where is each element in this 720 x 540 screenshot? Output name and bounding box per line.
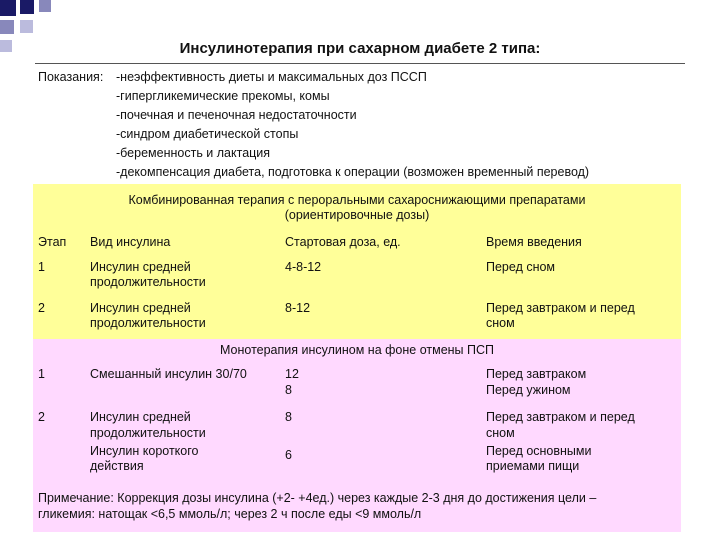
- row-time: сном: [486, 426, 515, 440]
- note-line: Примечание: Коррекция дозы инсулина (+2- +4ед.) через каждые 2-3 дня до достижения цели –: [38, 491, 597, 505]
- row-insulin-type: Инсулин средней: [90, 301, 191, 315]
- row-dose: 8-12: [285, 301, 311, 315]
- row-insulin-type: продолжительности: [90, 275, 206, 289]
- header-stage: Этап: [38, 235, 67, 249]
- row-stage: 2: [38, 410, 45, 424]
- row-insulin-type: Смешанный инсулин 30/70: [90, 367, 247, 381]
- row-insulin-type: продолжительности: [90, 426, 206, 440]
- deco-square: [0, 20, 14, 34]
- row-stage: 1: [38, 260, 45, 274]
- combined-subtitle: (ориентировочные дозы): [284, 208, 430, 222]
- row-insulin-type: Инсулин короткого: [90, 444, 199, 458]
- row-dose: 6: [285, 448, 292, 462]
- deco-square: [20, 20, 33, 33]
- row-time: сном: [486, 316, 515, 330]
- row-time: Перед сном: [486, 260, 556, 274]
- title-divider: [35, 63, 685, 64]
- deco-square: [39, 0, 51, 12]
- row-time: Перед завтраком и перед: [486, 410, 635, 424]
- header-start-dose: Стартовая доза, ед.: [285, 235, 401, 249]
- indication-item: -почечная и печеночная недостаточности: [116, 108, 357, 122]
- row-dose: 4-8-12: [285, 260, 322, 274]
- indication-item: -неэффективность диеты и максимальных доз ПССП: [116, 70, 427, 84]
- row-dose: 8: [285, 383, 292, 397]
- header-time: Время введения: [486, 235, 582, 249]
- indications-label: Показания:: [38, 70, 104, 84]
- row-dose: 8: [285, 410, 292, 424]
- row-time: приемами пищи: [486, 459, 580, 473]
- indication-item: -декомпенсация диабета, подготовка к операции (возможен временный перевод): [116, 165, 590, 179]
- row-stage: 1: [38, 367, 45, 381]
- indication-item: -синдром диабетической стопы: [116, 127, 299, 141]
- row-dose: 12: [285, 367, 299, 381]
- row-time: Перед ужином: [486, 383, 571, 397]
- row-stage: 2: [38, 301, 45, 315]
- row-time: Перед завтраком и перед: [486, 301, 635, 315]
- row-insulin-type: продолжительности: [90, 316, 206, 330]
- row-insulin-type: Инсулин средней: [90, 410, 191, 424]
- note: [38, 490, 678, 522]
- header-insulin-type: Вид инсулина: [90, 235, 171, 249]
- indication-item: -гипергликемические прекомы, комы: [116, 89, 330, 103]
- row-time: Перед завтраком: [486, 367, 587, 381]
- row-insulin-type: Инсулин средней: [90, 260, 191, 274]
- row-insulin-type: действия: [90, 459, 144, 473]
- row-time: Перед основными: [486, 444, 592, 458]
- combined-title: Комбинированная терапия с пероральными сахароснижающими препаратами: [128, 193, 586, 207]
- indication-item: -беременность и лактация: [116, 146, 271, 160]
- deco-square: [20, 0, 34, 14]
- monotherapy-title: Монотерапия инсулином на фоне отмены ПСП: [219, 343, 495, 357]
- note-line: гликемия: натощак <6,5 ммоль/л; через 2 ч после еды <9 ммоль/л: [38, 507, 422, 521]
- deco-square: [0, 0, 16, 16]
- page-title: Инсулинотерапия при сахарном диабете 2 типа:: [179, 40, 541, 57]
